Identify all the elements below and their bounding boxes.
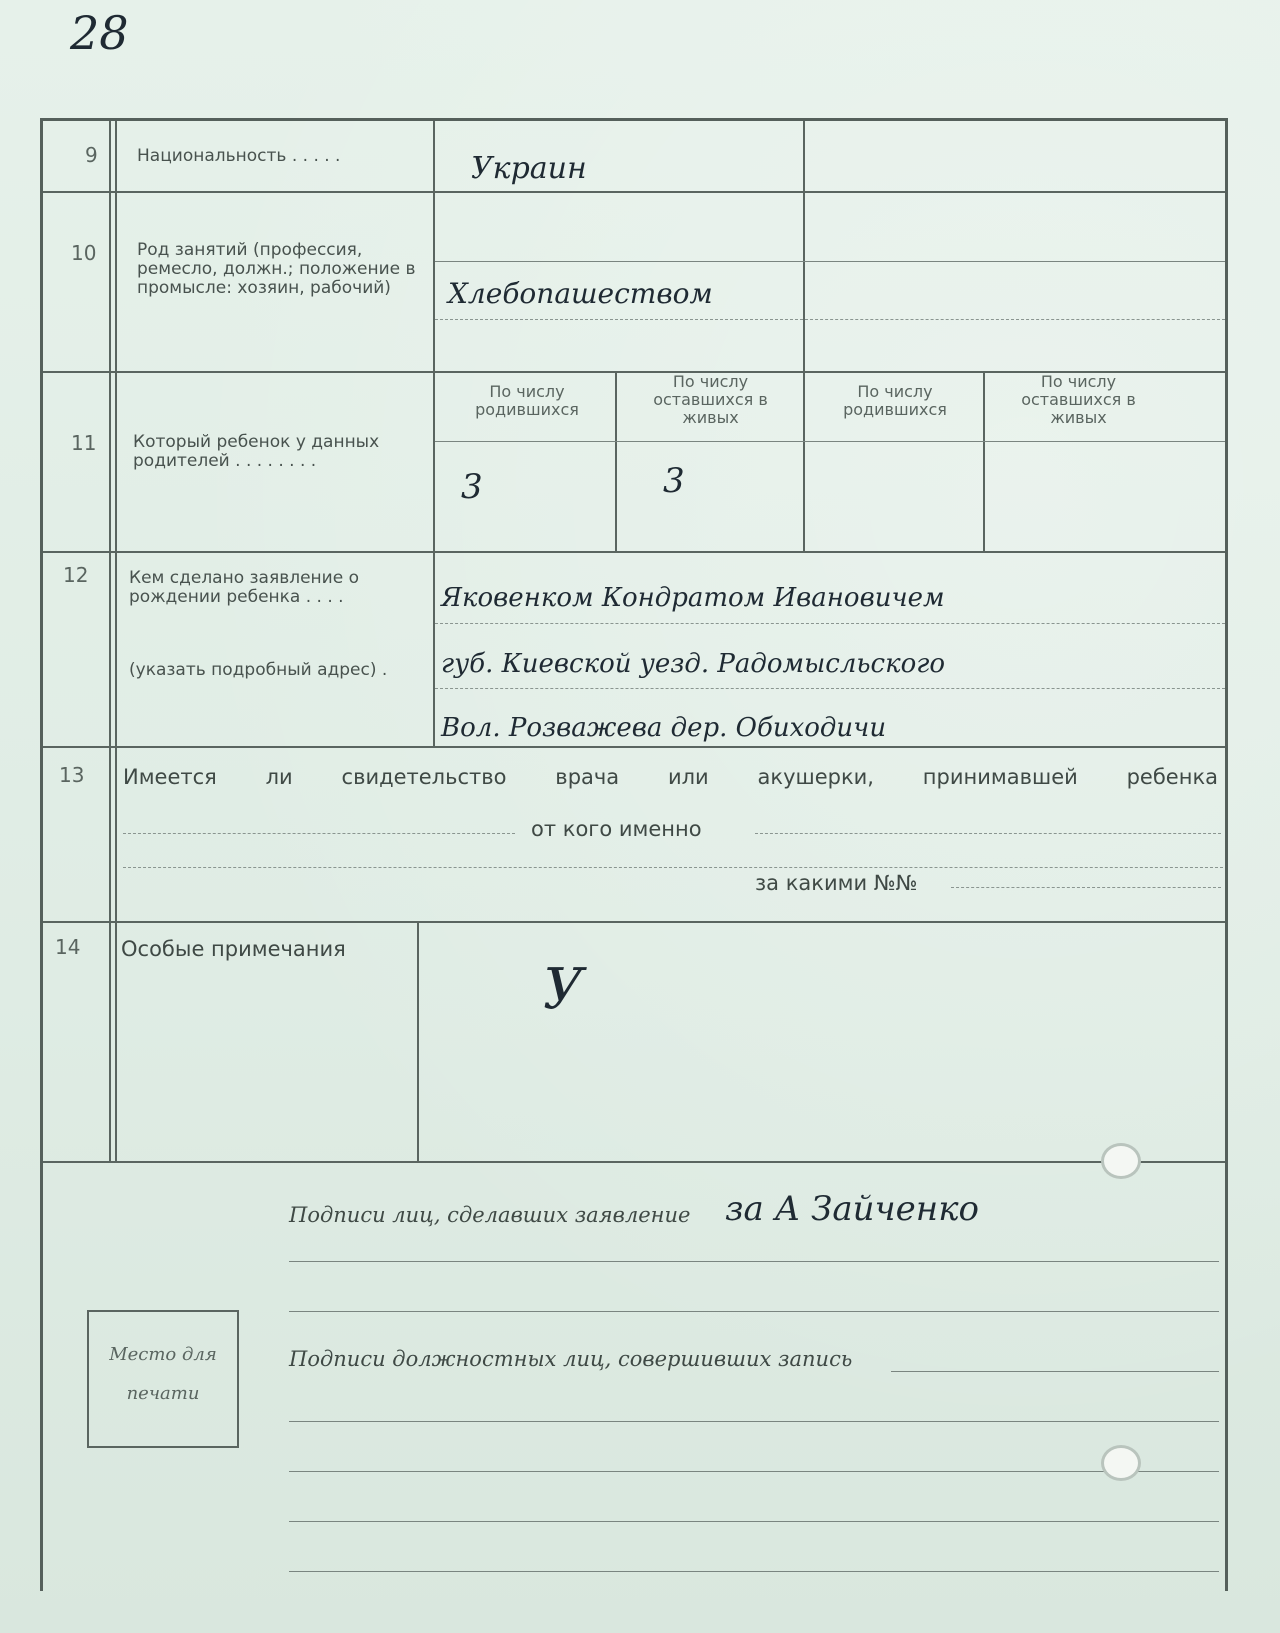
nationality-label: Национальность . . . . . bbox=[137, 146, 341, 166]
stamp-label-line2: печати bbox=[126, 1383, 200, 1404]
row-number: 12 bbox=[63, 563, 89, 587]
officials-line-3 bbox=[289, 1521, 1219, 1522]
value-column-divider bbox=[433, 121, 435, 746]
row-border-11 bbox=[43, 551, 1225, 553]
row11-header-line bbox=[435, 441, 1225, 442]
row-border-13 bbox=[43, 921, 1225, 923]
remarks-value: У bbox=[543, 957, 584, 1022]
certificate-question: Имеется ли свидетельство врача или акушерки, принимавшей ребенка bbox=[123, 765, 1218, 789]
numbers-line bbox=[951, 887, 1221, 888]
occupation-value: Хлебопашеством bbox=[448, 277, 713, 310]
row-number: 11 bbox=[71, 431, 97, 455]
row12-line-2 bbox=[435, 688, 1225, 689]
row12-line-1 bbox=[435, 623, 1225, 624]
signature-line-1 bbox=[289, 1261, 1219, 1262]
row14-divider bbox=[417, 921, 419, 1161]
row13-line bbox=[123, 867, 1223, 868]
nationality-value: Украин bbox=[471, 151, 587, 186]
born-count-header-2: По числу родившихся bbox=[843, 382, 947, 419]
numbers-label: за какими №№ bbox=[755, 871, 918, 895]
row10-inner-line bbox=[435, 261, 1225, 262]
row-number: 10 bbox=[71, 241, 97, 265]
row-number: 13 bbox=[59, 763, 85, 787]
officials-line-0 bbox=[891, 1371, 1219, 1372]
number-column-divider-2 bbox=[115, 121, 117, 1161]
row-number: 14 bbox=[55, 935, 81, 959]
declarant-label: Кем сделано заявление о рождении ребенка . . . . bbox=[129, 568, 359, 607]
page-number: 28 bbox=[70, 6, 129, 60]
declarant-address-2: Вол. Розважева дер. Обиходичи bbox=[441, 713, 887, 743]
from-whom-line bbox=[755, 833, 1221, 834]
remarks-label: Особые примечания bbox=[121, 937, 346, 961]
row11-sub-divider-1 bbox=[615, 373, 617, 551]
row-number: 9 bbox=[85, 143, 98, 167]
born-count-value: 3 bbox=[461, 467, 483, 507]
occupation-label: Род занятий (профессия, ремесло, должн.; положение в промысле: хозяин, рабочий) bbox=[137, 240, 416, 298]
alive-count-header: По числу оставшихся в живых bbox=[653, 372, 768, 427]
row11-sub-divider-2 bbox=[983, 373, 985, 551]
punch-hole bbox=[1104, 1146, 1138, 1176]
row-border-12 bbox=[43, 746, 1225, 748]
officials-signature-label: Подписи должностных лиц, совершивших запись bbox=[289, 1347, 853, 1371]
stamp-place-box bbox=[87, 1310, 239, 1448]
certificate-line-1 bbox=[123, 833, 515, 834]
row10-value-underline bbox=[435, 319, 803, 320]
row10-value-underline-2 bbox=[805, 319, 1225, 320]
stamp-label-line1: Место для bbox=[109, 1344, 217, 1365]
born-count-header: По числу родившихся bbox=[475, 382, 579, 419]
applicants-signature-value: за А Зайченко bbox=[725, 1189, 979, 1229]
alive-count-header-2: По числу оставшихся в живых bbox=[1021, 372, 1136, 427]
number-column-divider bbox=[109, 121, 111, 1161]
row-border-14 bbox=[43, 1161, 1225, 1163]
declarant-address-1: губ. Киевской уезд. Радомысльского bbox=[441, 649, 946, 679]
child-order-label: Который ребенок у данных родителей . . . . . . . . bbox=[133, 432, 380, 471]
declarant-name: Яковенком Кондратом Ивановичем bbox=[441, 583, 945, 613]
officials-line-1 bbox=[289, 1421, 1219, 1422]
officials-line-4 bbox=[289, 1571, 1219, 1572]
punch-hole bbox=[1104, 1448, 1138, 1478]
applicants-signature-label: Подписи лиц, сделавших заявление bbox=[289, 1203, 691, 1227]
from-whom-label: от кого именно bbox=[531, 817, 702, 841]
second-entry-divider bbox=[803, 121, 805, 551]
officials-line-2 bbox=[289, 1471, 1219, 1472]
alive-count-value: 3 bbox=[663, 461, 685, 501]
address-label: (указать подробный адрес) . bbox=[129, 660, 388, 680]
signature-line-2 bbox=[289, 1311, 1219, 1312]
row-border-9 bbox=[43, 191, 1225, 193]
